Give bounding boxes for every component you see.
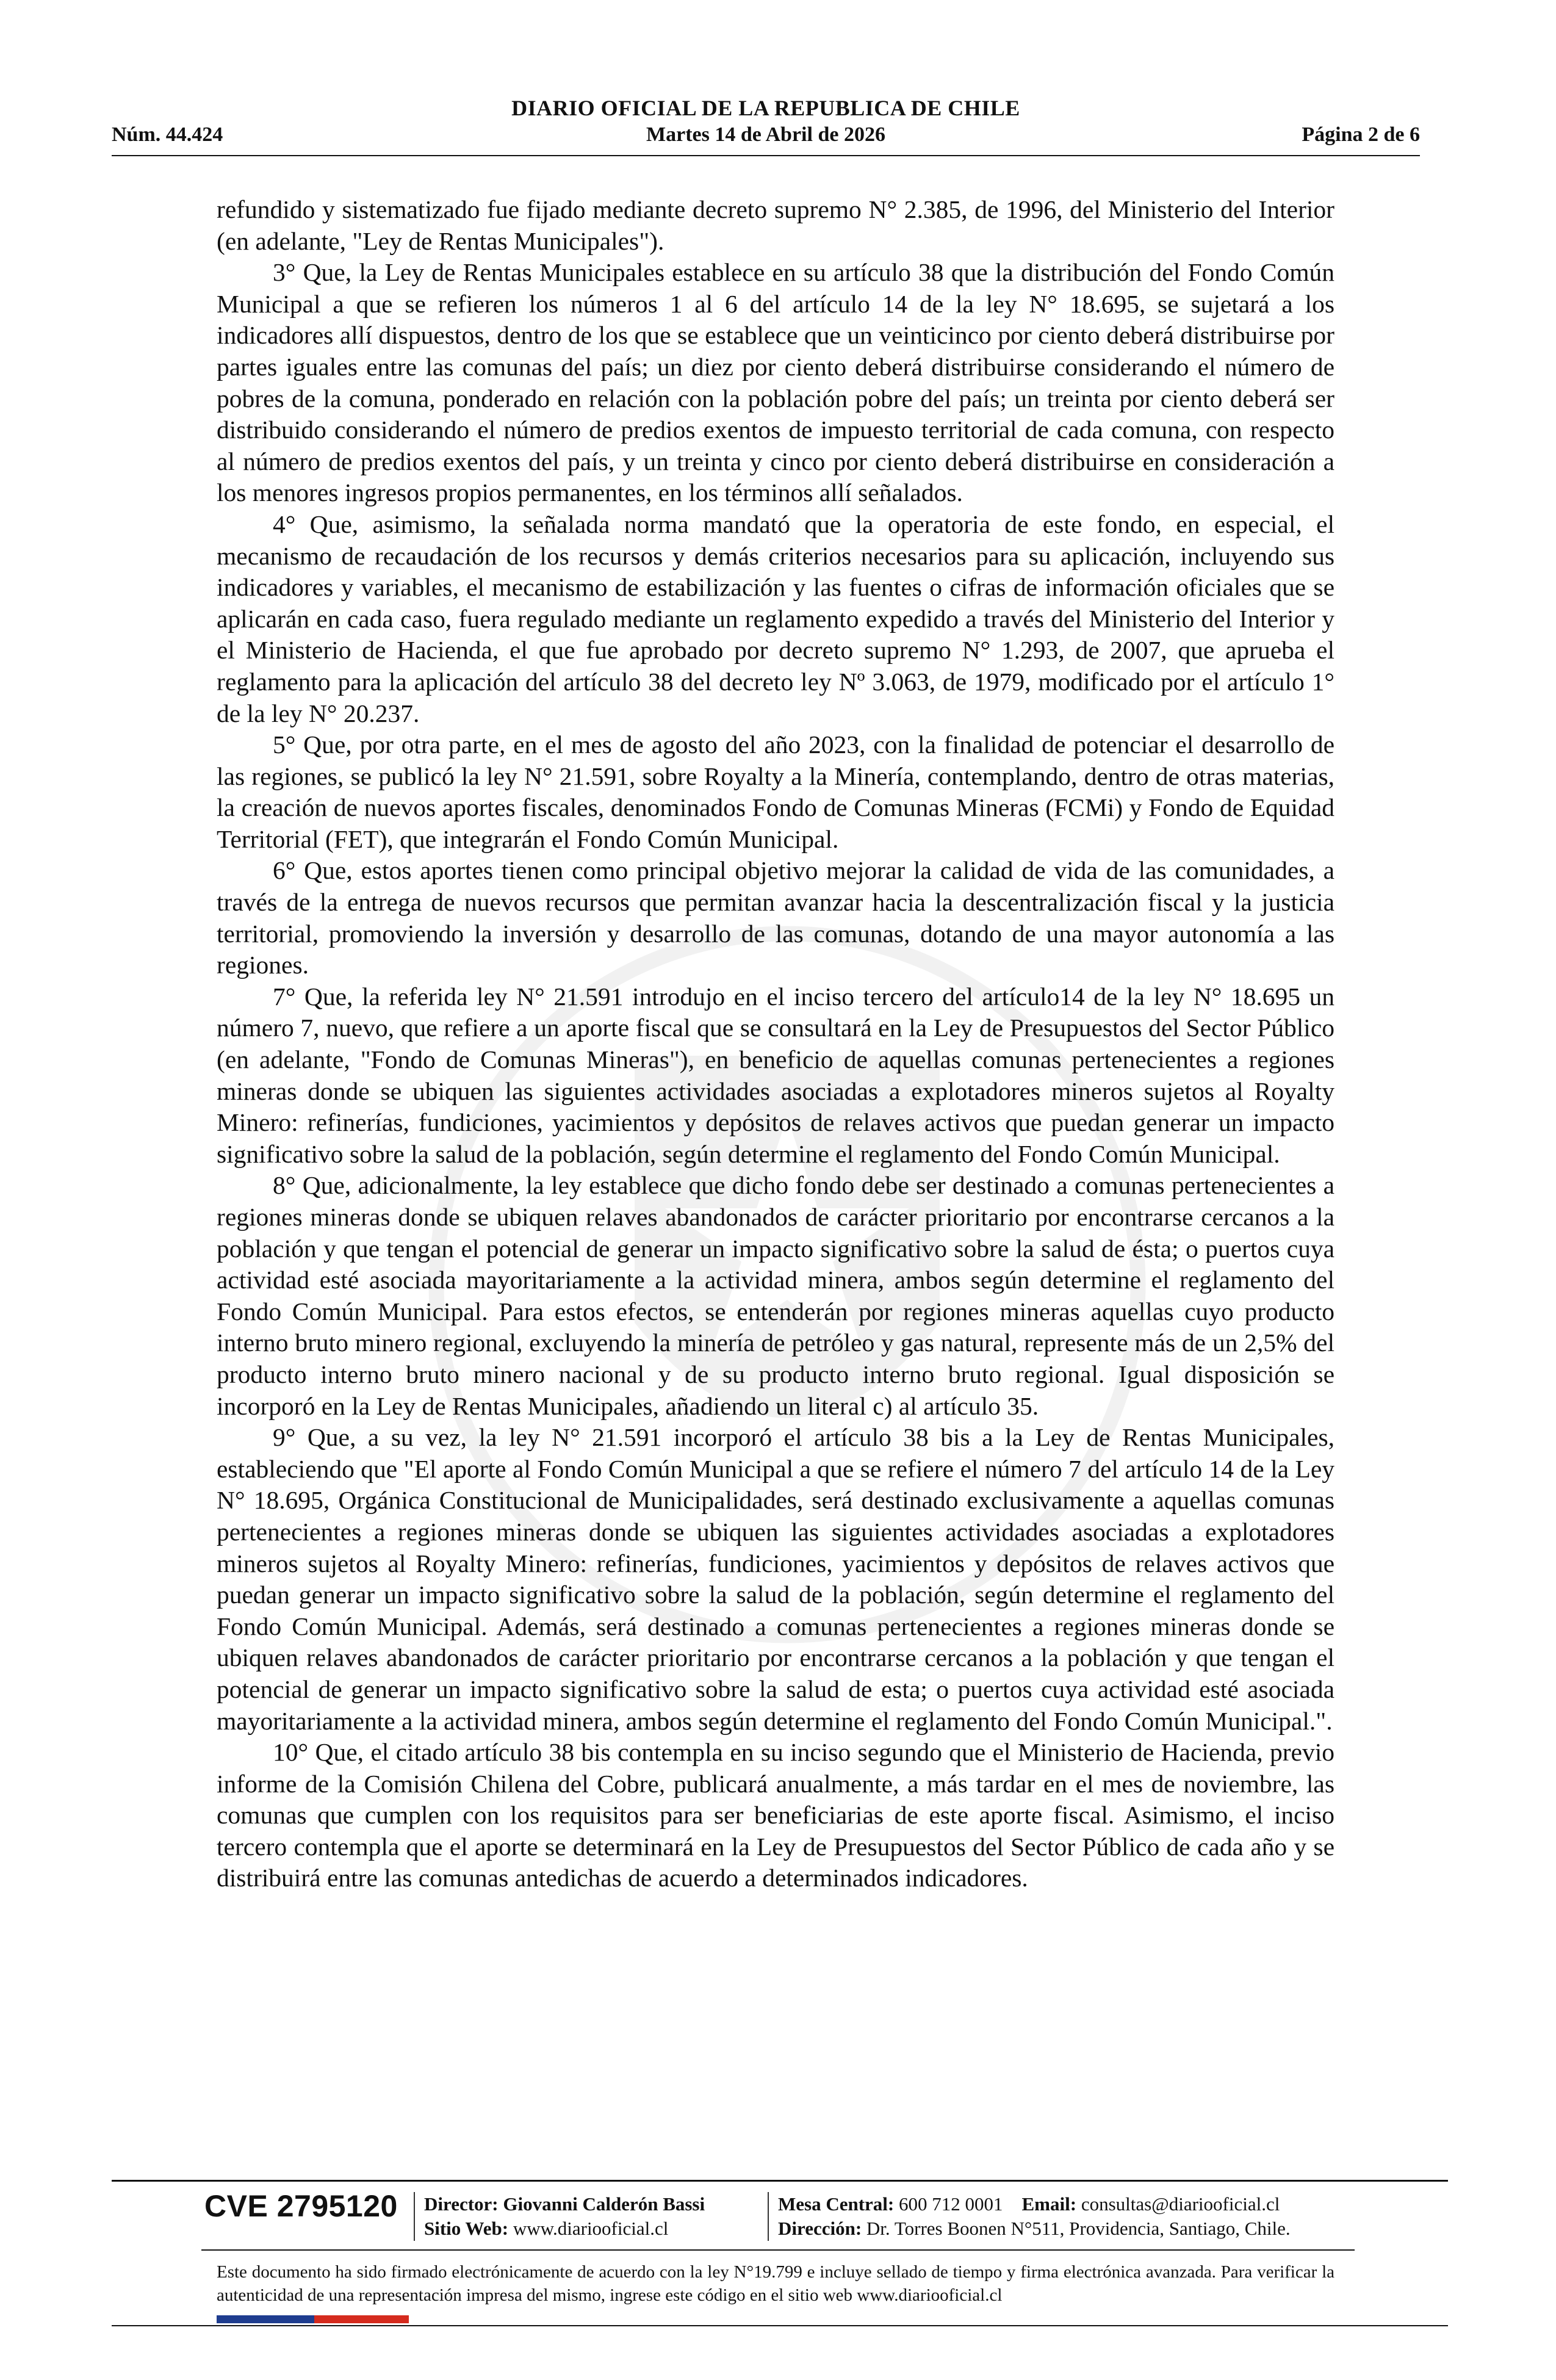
- address-value: Dr. Torres Boonen N°511, Providencia, Santiago, Chile.: [866, 2218, 1291, 2239]
- paragraph-6: 6° Que, estos aportes tienen como principal objetivo mejorar la calidad de vida de las comunidades, a través de la entrega de nuevos recursos que permitan avanzar hacia la descentralización fiscal y la justicia territorial, promoviendo la inversión y desarrollo de las comunas, dotando de una mayor autonomía a las regiones.: [217, 856, 1334, 979]
- director-name: Giovanni Calderón Bassi: [503, 2193, 705, 2215]
- paragraph-10: 10° Que, el citado artículo 38 bis contempla en su inciso segundo que el Ministerio de Hacienda, previo informe de la Comisión Chilena del Cobre, publicará anualmente, a más tardar en el mes de noviembre, las comunas que cumplen con los requisitos para ser beneficiarias de este aporte fiscal. Asimismo, el inciso tercero contempla que el aporte se determinará en la Ley de Presupuestos del Sector Público de cada año y se distribuirá entre las comunas antedichas de acuerdo a determinados indicadores.: [217, 1738, 1334, 1892]
- footer-divider-mid: [201, 2249, 1355, 2251]
- newspaper-title: DIARIO OFICIAL DE LA REPUBLICA DE CHILE: [511, 96, 1020, 120]
- issue-date: Martes 14 de Abril de 2026: [646, 123, 885, 146]
- address-label: Dirección:: [778, 2218, 862, 2239]
- flag-bar-red: [314, 2315, 409, 2323]
- mesa-phone: 600 712 0001: [899, 2193, 1003, 2215]
- footer-contact-block: [778, 2192, 1291, 2241]
- paragraph-4: 4° Que, asimismo, la señalada norma mandató que la operatoria de este fondo, en especial, el mecanismo de recaudación de los recursos y demás criterios necesarios para su aplicación, incluyendo sus indicadores y variables, el mecanismo de estabilización y las fuentes o cifras de información oficiales que se aplicarán en cada caso, fuera regulado mediante un reglamento expedido a través del Ministerio del Interior y el Ministerio de Hacienda, el que fue aprobado por decreto supremo N° 1.293, de 2007, que aprueba el reglamento para la aplicación del artículo 38 del decreto ley Nº 3.063, de 1979, modificado por el artículo 1° de la ley N° 20.237.: [217, 510, 1334, 727]
- footer-separator: [414, 2192, 415, 2241]
- header-divider: [112, 155, 1420, 156]
- paragraph-7: 7° Que, la referida ley N° 21.591 introdujo en el inciso tercero del artículo14 de la ley N° 18.695 un número 7, nuevo, que refiere a un aporte fiscal que se consultará en la Ley de Presupuestos del Sector Público (en adelante, "Fondo de Comunas Mineras"), en beneficio de aquellas comunas pertenecientes a regiones mineras donde se ubiquen las siguientes actividades asociadas a explotadores mineros sujetos al Royalty Minero: refinerías, fundiciones, yacimientos y depósitos de relaves activos que puedan generar un impacto significativo sobre la salud de la población, según determine el reglamento del Fondo Común Municipal.: [217, 982, 1334, 1168]
- signature-notice: Este documento ha sido firmado electrónicamente de acuerdo con la ley N°19.799 e incluye sellado de tiempo y firma electrónica avanzada. Para verificar la autenticidad de una representación impresa del mismo, ingrese este código en el sitio web www.diariooficial.cl: [217, 2262, 1334, 2305]
- paragraph-9: 9° Que, a su vez, la ley N° 21.591 incorporó el artículo 38 bis a la Ley de Rentas Municipales, estableciendo que "El aporte al Fondo Común Municipal a que se refiere el número 7 del artículo 14 de la Ley N° 18.695, Orgánica Constitucional de Municipalidades, será destinado exclusivamente a aquellas comunas pertenecientes a regiones mineras donde se ubiquen las siguientes actividades asociadas a explotadores mineros sujetos al Royalty Minero: refinerías, fundiciones, yacimientos y depósitos de relaves activos que puedan generar un impacto significativo sobre la salud de la población, según determine el reglamento del Fondo Común Municipal. Además, será destinado a comunas pertenecientes a regiones mineras donde se ubiquen relaves abandonados de carácter prioritario por encontrarse cercanos a la población y que tengan el potencial de generar un impacto significativo sobre la salud de esta; o puertos cuya actividad esté asociada mayoritariamente a la actividad minera, ambos según determine el reglamento del Fondo Común Municipal.".: [217, 1423, 1334, 1735]
- cve-code: CVE 2795120: [204, 2189, 398, 2223]
- document-body: [217, 194, 1334, 1894]
- page-header: [112, 92, 1420, 165]
- issue-number: Núm. 44.424: [112, 123, 223, 146]
- paragraph-8: 8° Que, adicionalmente, la ley establece que dicho fondo debe ser destinado a comunas pertenecientes a regiones mineras donde se ubiquen relaves abandonados de carácter prioritario por encontrarse cercanos a la población y que tengan el potencial de generar un impacto significativo sobre la salud de ésta; o puertos cuya actividad esté asociada mayoritariamente a la actividad minera, ambos según determine el reglamento del Fondo Común Municipal. Para estos efectos, se entenderán por regiones mineras aquellas cuyo producto interno bruto minero regional, excluyendo la minería de petróleo y gas natural, represente más de un 2,5% del producto interno bruto minero nacional y de su producto interno bruto regional. Igual disposición se incorporó en la Ley de Rentas Municipales, añadiendo un literal c) al artículo 35.: [217, 1171, 1334, 1420]
- footer-divider-top: [112, 2180, 1448, 2182]
- director-label: Director:: [424, 2193, 499, 2215]
- web-link[interactable]: www.diariooficial.cl: [513, 2218, 669, 2239]
- footer-separator: [768, 2192, 769, 2241]
- email-label: Email:: [1021, 2193, 1077, 2215]
- paragraph-3: 3° Que, la Ley de Rentas Municipales establece en su artículo 38 que la distribución del Fondo Común Municipal a que se refieren los números 1 al 6 del artículo 14 de la ley N° 18.695, se sujetará a los indicadores allí dispuestos, dentro de los que se establece que un veinticinco por ciento deberá distribuirse por partes iguales entre las comunas del país; un diez por ciento deberá distribuirse considerando el número de pobres de la comuna, ponderado en relación con la población pobre del país; un treinta por ciento deberá ser distribuido considerando el número de predios exentos de impuesto territorial de cada comuna, con respecto al número de predios exentos del país, y un treinta y cinco por ciento deberá distribuirse en consideración a los menores ingresos propios permanentes, en los términos allí señalados.: [217, 258, 1334, 507]
- paragraph-continuation: refundido y sistematizado fue fijado mediante decreto supremo N° 2.385, de 1996, del Ministerio del Interior (en adelante, "Ley de Rentas Municipales").: [217, 195, 1334, 255]
- footer-director-block: [424, 2192, 705, 2241]
- email-link[interactable]: consultas@diariooficial.cl: [1081, 2193, 1280, 2215]
- web-label: Sitio Web:: [424, 2218, 509, 2239]
- flag-bar-blue: [217, 2315, 314, 2323]
- paragraph-5: 5° Que, por otra parte, en el mes de agosto del año 2023, con la finalidad de potenciar el desarrollo de las regiones, se publicó la ley N° 21.591, sobre Royalty a la Minería, contemplando, dentro de otras materias, la creación de nuevos aportes fiscales, denominados Fondo de Comunas Mineras (FCMi) y Fondo de Equidad Territorial (FET), que integrarán el Fondo Común Municipal.: [217, 730, 1334, 853]
- footer-divider-bottom: [112, 2325, 1448, 2326]
- mesa-label: Mesa Central:: [778, 2193, 895, 2215]
- page-number: Página 2 de 6: [1302, 123, 1420, 146]
